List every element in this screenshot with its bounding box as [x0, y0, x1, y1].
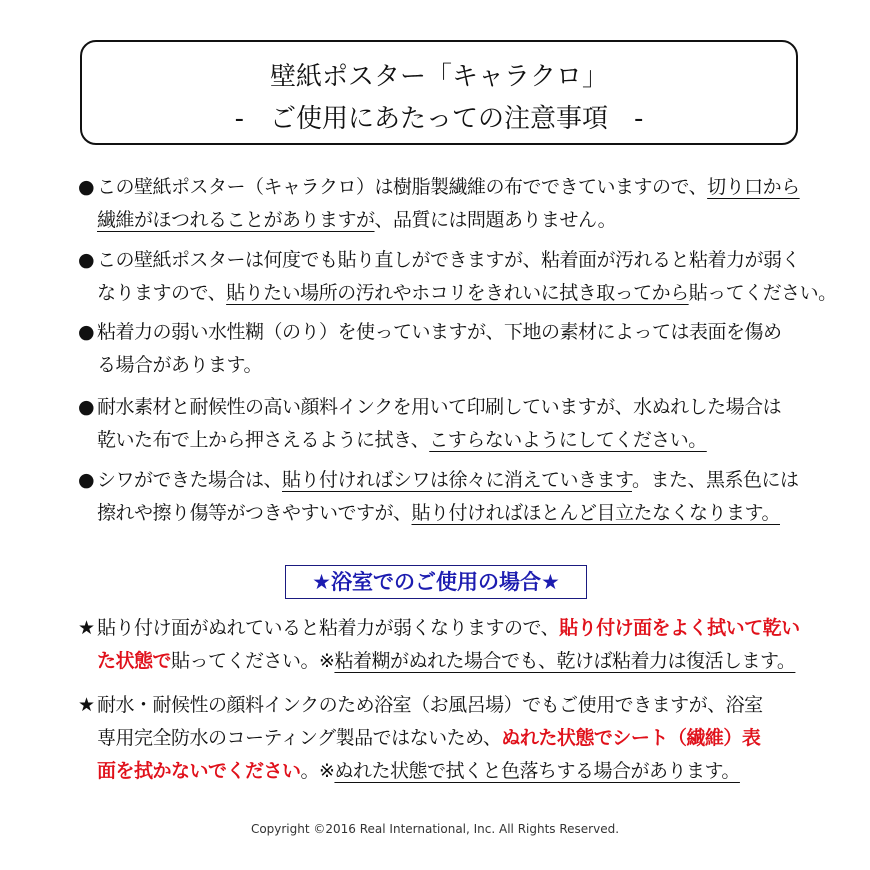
note-line	[78, 723, 818, 756]
underlined-text: 貼りたい場所の汚れやホコリをきれいに拭き取ってから	[226, 282, 689, 304]
note-line	[78, 690, 818, 723]
note-text: 耐水素材と耐候性の高い顔料インクを用いて印刷していますが、水ぬれした場合は	[97, 396, 782, 418]
note-text: この壁紙ポスターは何度でも貼り直しができますが、粘着面が汚れると粘着力が弱く	[97, 249, 801, 271]
star-bullet-icon: ★	[78, 617, 95, 639]
note-item	[78, 245, 837, 311]
note-line	[78, 613, 818, 646]
note-text: る場合があります。	[97, 354, 262, 376]
note-text: 。また、黒系色には	[632, 469, 799, 491]
emphasis-text: 面を拭かないでください	[97, 760, 301, 782]
note-text: この壁紙ポスター（キャラクロ）は樹脂製繊維の布でできていますので、	[97, 176, 708, 198]
note-item	[78, 465, 818, 531]
underlined-text: 切り口から	[707, 176, 800, 198]
note-line	[78, 498, 818, 531]
note-text: 専用完全防水のコーティング製品ではないため、	[97, 727, 502, 749]
emphasis-text: た状態で	[97, 650, 172, 672]
note-line	[78, 392, 818, 425]
note-line	[78, 172, 818, 205]
underlined-text: こすらないようにしてください。	[429, 429, 707, 451]
underlined-text: ぬれた状態で拭くと色落ちする場合があります。	[334, 760, 740, 782]
star-bullet-icon: ★	[78, 694, 95, 716]
emphasis-text: ぬれた状態でシート（繊維）表	[501, 727, 761, 749]
copyright: Copyright ©2016 Real International, Inc. All Rights Reserved.	[250, 822, 620, 836]
note-line	[78, 278, 837, 311]
note-text: 貼ってください。	[688, 282, 837, 304]
note-text: 乾いた布で上から押さえるように拭き、	[97, 429, 430, 451]
note-text: 貼り付け面がぬれていると粘着力が弱くなりますので、	[97, 617, 560, 639]
note-line	[78, 205, 818, 238]
emphasis-text: 貼り付け面をよく拭いて乾い	[559, 617, 800, 639]
underlined-text: 貼り付ければほとんど目立たなくなります。	[411, 502, 780, 524]
note-line	[78, 317, 818, 350]
note-item	[78, 317, 818, 383]
note-text: 耐水・耐候性の顔料インクのため浴室（お風呂場）でもご使用できますが、浴室	[97, 694, 763, 716]
note-item	[78, 613, 818, 679]
bullet-icon: ●	[78, 396, 95, 418]
note-line	[78, 425, 818, 458]
underlined-text: 粘着糊がぬれた場合でも、乾けば粘着力は復活します。	[334, 650, 796, 672]
note-text: なりますので、	[97, 282, 227, 304]
bath-heading: ★浴室でのご使用の場合★	[285, 565, 587, 599]
note-line	[78, 350, 818, 383]
underlined-text: 貼り付ければシワは徐々に消えていきます	[282, 469, 632, 491]
note-text: 、品質には問題ありません。	[374, 209, 617, 231]
bullet-icon: ●	[78, 176, 95, 198]
note-text: 擦れや擦り傷等がつきやすいですが、	[97, 502, 412, 524]
title-line-1: 壁紙ポスター「キャラクロ」	[269, 62, 608, 92]
note-item	[78, 392, 818, 458]
bullet-icon: ●	[78, 321, 95, 343]
note-line	[78, 245, 818, 278]
note-line	[78, 465, 818, 498]
note-text: 。※	[300, 760, 335, 782]
bullet-icon: ●	[78, 469, 95, 491]
note-text: 貼ってください。※	[171, 650, 335, 672]
note-text: シワができた場合は、	[97, 469, 283, 491]
bullet-icon: ●	[78, 249, 95, 271]
title-line-2: - ご使用にあたっての注意事項 -	[234, 104, 644, 134]
note-line	[78, 646, 818, 679]
note-item	[78, 172, 818, 238]
note-line	[78, 756, 818, 789]
note-text: 粘着力の弱い水性糊（のり）を使っていますが、下地の素材によっては表面を傷め	[97, 321, 782, 343]
title-box	[80, 40, 798, 145]
underlined-text: 繊維がほつれることがありますが	[97, 209, 375, 231]
note-item	[78, 690, 818, 789]
